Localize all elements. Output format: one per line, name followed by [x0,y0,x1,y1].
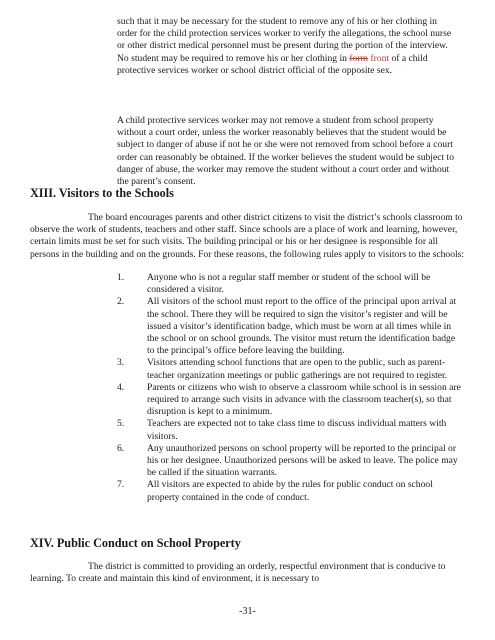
rule-item [117,443,462,480]
inserted-word: front [370,52,390,64]
rule-item [117,296,462,357]
page-number: -31- [239,606,256,617]
rule-item [117,418,462,442]
struck-word: form [349,52,368,64]
rule-item [117,382,462,419]
clothing-text-end: of a child protective services worker or school district official of the opposite sex. [117,52,428,76]
rule-text: Parents or citizens who wish to observe a classroom while school is in session are required to arrange such visits in advance with the classroom teacher(s), so that disruption is kept to a minimum. [147,381,461,418]
public-conduct-intro-paragraph: The district is committed to providing an orderly, respectful environment that is conducive to learning. To create and maintain this kind of environment, it is necessary to [30,561,446,585]
rule-item [117,357,462,381]
clothing-text: such that it may be necessary for the student to remove any of his or her clothing in order for the child protection services worker to verify the allegations, the school nurse or other district medical personnel must be present during the portion of the interview. No student may be required to remove his or her clothing in [117,16,452,64]
rule-number: 6. [117,442,125,454]
section-heading-visitors: XIII. Visitors to the Schools [30,186,174,200]
rule-item [117,272,462,296]
rule-number: 1. [117,272,125,283]
rule-number: 5. [117,418,125,430]
rule-number: 7. [117,479,125,491]
rule-text: Visitors attending school functions that are open to the public, such as parent-teacher organization meetings or public gatherings are not required to register. [147,357,448,381]
visitors-intro-paragraph: The board encourages parents and other district citizens to visit the district’s schools classroom to observe the work of students, teachers and other staff. Since schools are a place of work and learning, however, certain limits must be set for such visits. The building principal or his or her designee is responsible for all persons in the building and on the grounds. For these reasons, the following rules apply to visitors to the schools: [30,212,465,260]
visitor-rules-list [117,272,462,504]
rule-text: Anyone who is not a regular staff member or student of the school will be considered a visitor. [147,272,431,296]
rule-text: Any unauthorized persons on school property will be reported to the principal or his or her designee. Unauthorized persons will be asked to leave. The police may be called if the situation warrants. [147,442,458,479]
rule-number: 4. [117,381,125,393]
rule-item [117,479,462,503]
rule-text: All visitors of the school must report to the office of the principal upon arrival at the school. There they will be required to sign the visitor’s register and will be issued a visitor’s identification badge, which must be worn at all times while in the school or on school grounds. The visitor must return the identification badge to the principal’s office before leaving the building. [147,296,457,357]
rule-text: Teachers are expected not to take class time to discuss individual matters with visitors. [147,418,447,442]
rule-text: All visitors are expected to abide by the rules for public conduct on school property contained in the code of conduct. [147,479,433,503]
rule-number: 2. [117,296,125,308]
section-heading-public-conduct: XIV. Public Conduct on School Property [30,536,241,550]
removal-paragraph: A child protective services worker may not remove a student from school property without a court order, unless the worker reasonably believes that the student would be subject to danger of abuse if not he or she were not removed from school before a court order can reasonably be obtained. If the worker believes the student would be subject to danger of abuse, the worker may remove the student without a court order and without the parent’s consent. [117,115,454,188]
clothing-paragraph [117,16,457,77]
rule-number: 3. [117,357,125,369]
